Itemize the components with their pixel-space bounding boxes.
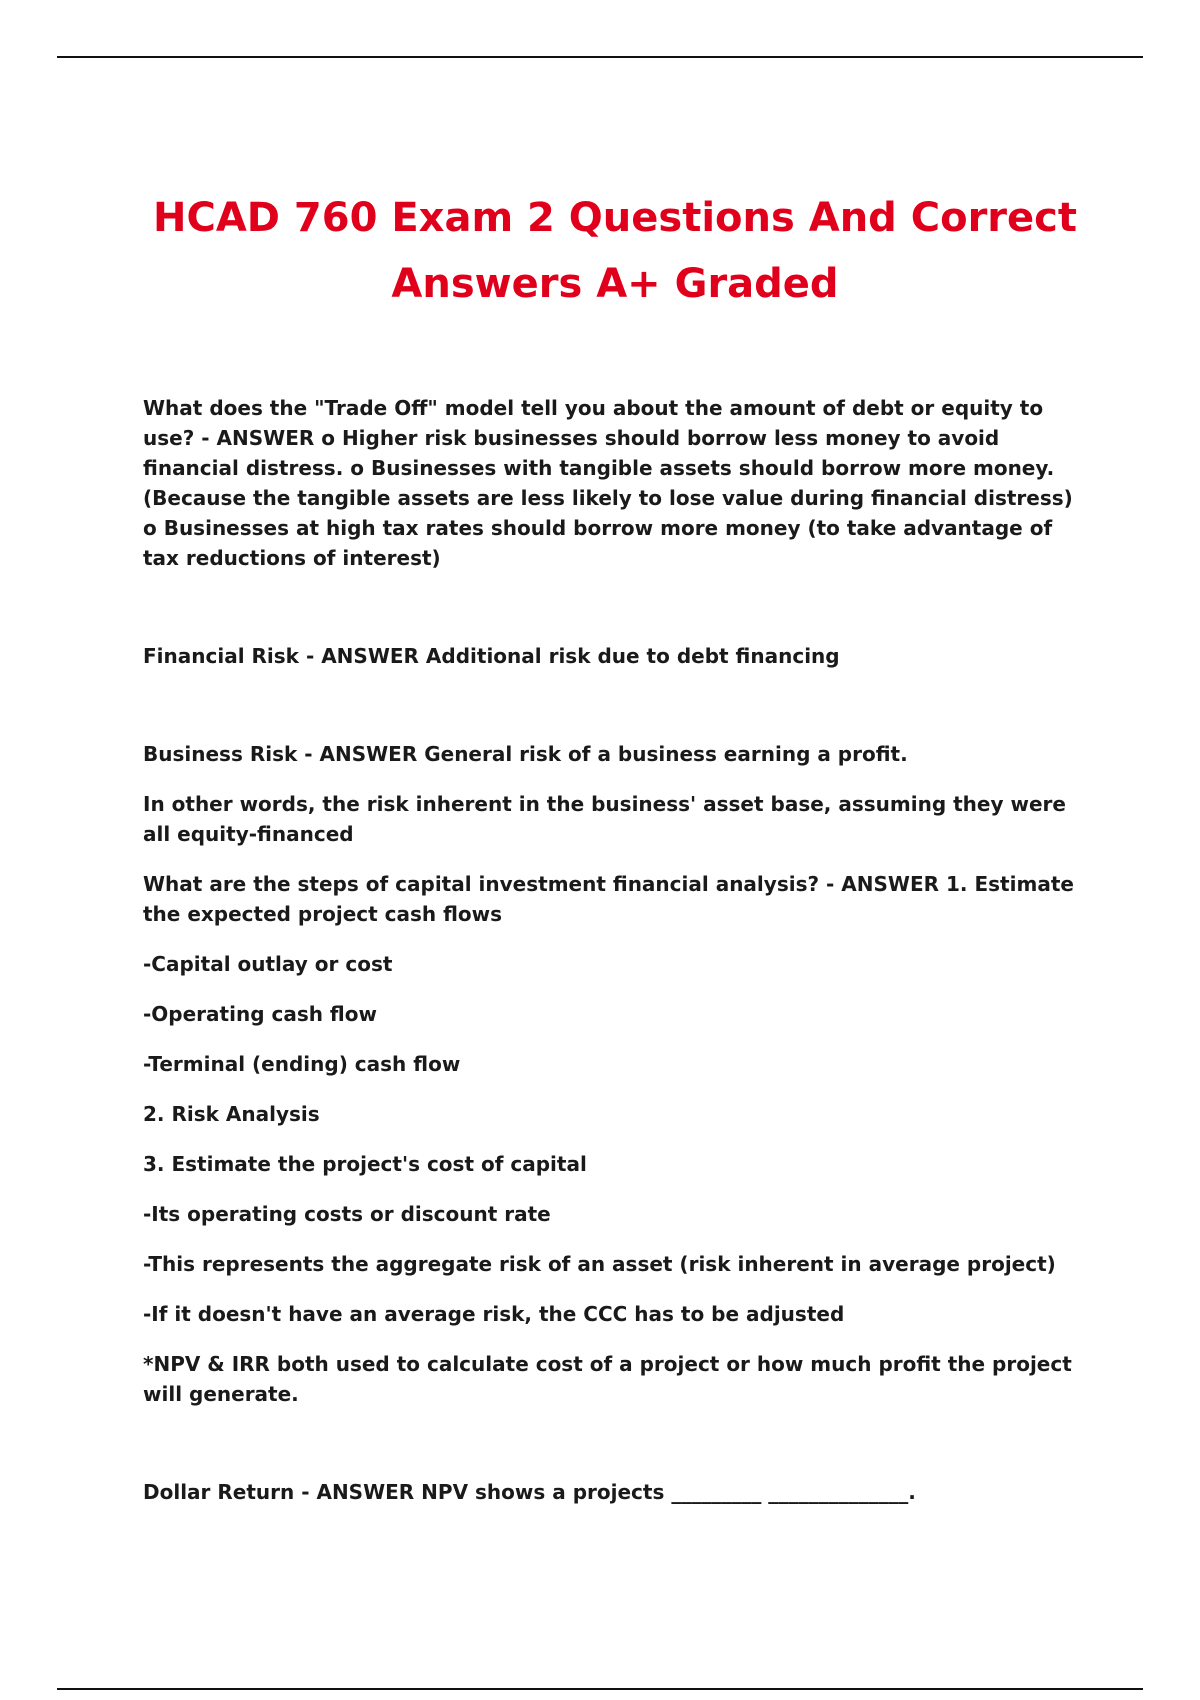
bottom-rule — [57, 1688, 1143, 1690]
list-item: 2. Risk Analysis — [143, 1102, 320, 1126]
list-item: -Capital outlay or cost — [143, 952, 393, 976]
qa-capital-investment-steps: What are the steps of capital investment financial analysis? - ANSWER 1. Estimate the expected project cash flows — [143, 872, 1074, 926]
list-item: -Operating cash flow — [143, 1002, 377, 1026]
business-risk-explanation: In other words, the risk inherent in the business' asset base, assuming they were all equity-financed — [143, 792, 1066, 846]
qa-business-risk: Business Risk - ANSWER General risk of a business earning a profit. — [143, 742, 908, 766]
document-body — [143, 393, 1093, 1527]
list-item: -Terminal (ending) cash flow — [143, 1052, 461, 1076]
list-item: -This represents the aggregate risk of an asset (risk inherent in average project) — [143, 1252, 1056, 1276]
qa-dollar-return: Dollar Return - ANSWER NPV shows a projects _________ ______________. — [143, 1480, 916, 1504]
npv-irr-note: *NPV & IRR both used to calculate cost of a project or how much profit the project will generate. — [143, 1352, 1072, 1406]
list-item: -Its operating costs or discount rate — [143, 1202, 551, 1226]
qa-financial-risk: Financial Risk - ANSWER Additional risk due to debt financing — [143, 644, 840, 668]
qa-trade-off-model: What does the "Trade Off" model tell you about the amount of debt or equity to use? - ANSWER o Higher risk businesses should borrow less money to avoid financial distress. o Businesses with tangible assets should borrow more money. (Because the tangible assets are less likely to lose value during financial distress) o Businesses at high tax rates should borrow more money (to take advantage of tax reductions of interest) — [143, 396, 1073, 570]
list-item: -If it doesn't have an average risk, the CCC has to be adjusted — [143, 1302, 845, 1326]
document-title: HCAD 760 Exam 2 Questions And Correct Answers A+ Graded — [152, 195, 1077, 307]
list-item: 3. Estimate the project's cost of capital — [143, 1152, 587, 1176]
top-rule — [57, 56, 1143, 58]
